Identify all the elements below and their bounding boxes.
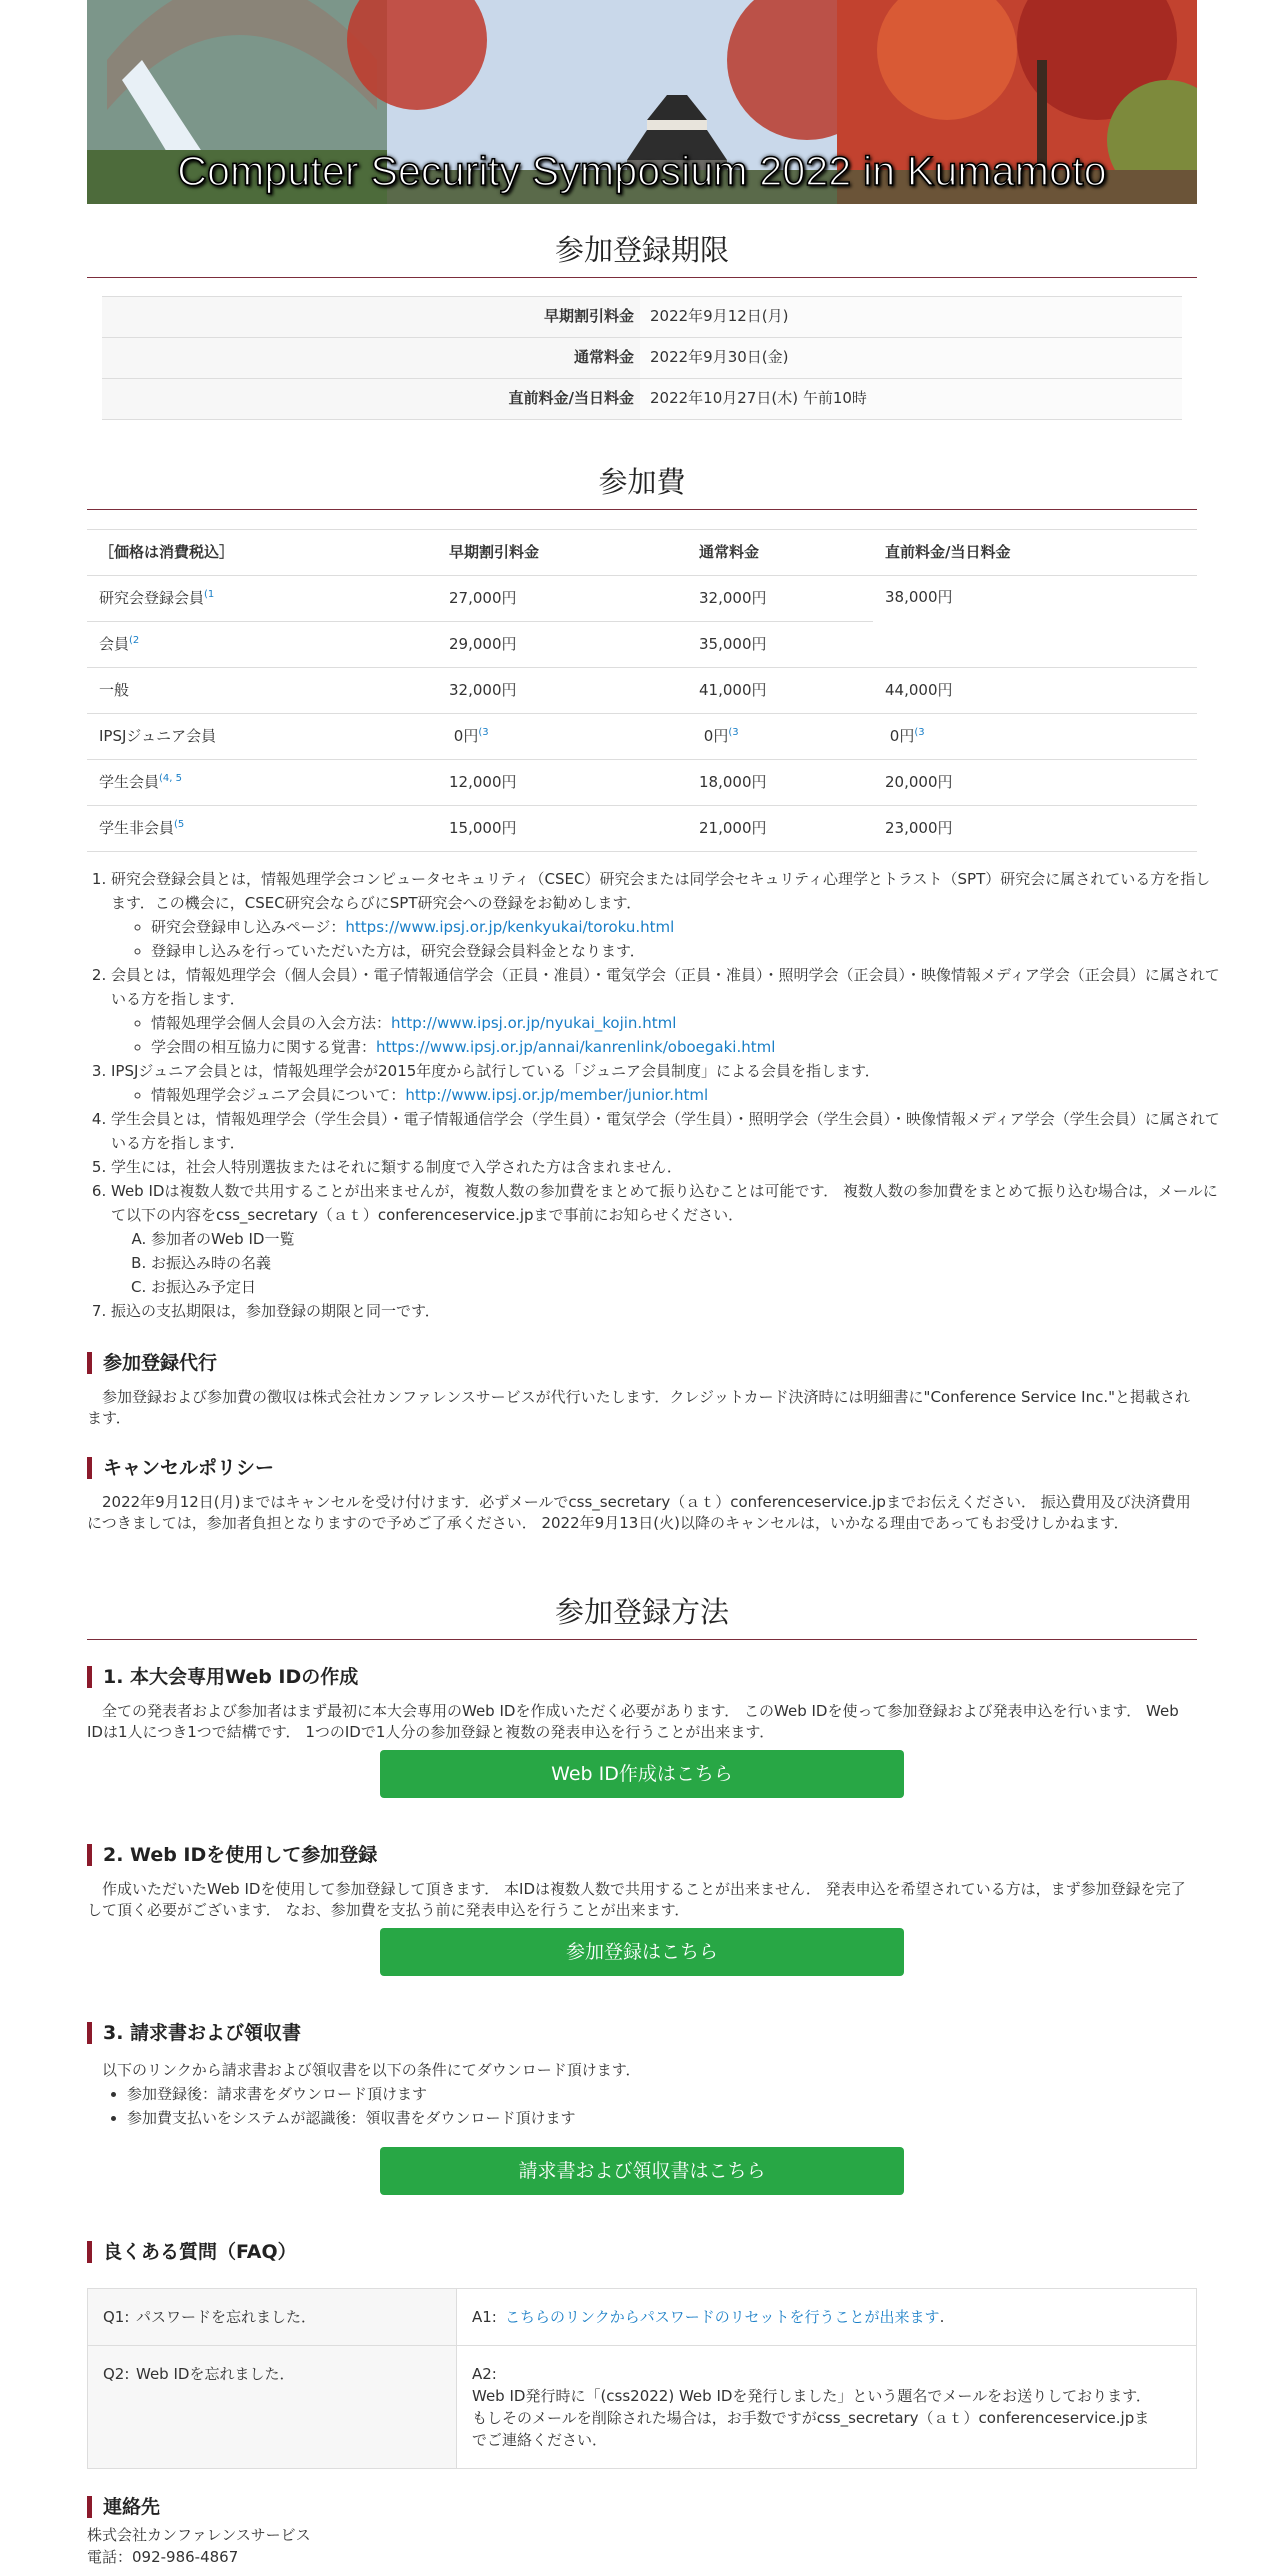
footnote-link[interactable]: (3 [728,726,739,738]
deadline-label: 早期割引料金 [102,297,640,338]
table-header-row [87,530,1197,576]
cancel-text: 2022年9月12日(月)まではキャンセルを受け付けます．必ずメールでcss_secretary（ａｔ）conferenceservice.jpまでお伝えください． 振込費用及び決済費用につきましては，参加者負担となりますので予めご了承ください． 2022年9月13日(火)以降のキャンセルは，いかなる理由であってもお受けしかねます． [87,1493,1191,1532]
note-item [111,1059,1221,1107]
note-item [111,1179,1221,1299]
fee-cell: 38,000円 [873,576,1197,668]
note-subitem: C. お振込み予定日 [151,1275,1221,1299]
invoice-receipt-button[interactable]: 請求書および領収書はこちら [380,2147,904,2195]
page [87,0,1220,2566]
step2-heading: 2. Web IDを使用して参加登録 [87,1844,1203,1866]
footnote-link[interactable]: (3 [914,726,925,738]
step2-text: 作成いただいたWeb IDを使用して参加登録して頂きます． 本IDは複数人数で共用することが出来ません． 発表申込を希望されている方は，まず参加登録を完了して頂く必要がございます． なお、参加費を支払う前に発表申込を行うことが出来ます． [87,1880,1186,1919]
faq-table [87,2288,1197,2469]
deadline-value: 2022年9月30日(金) [640,338,1182,379]
answer-label: A2: [472,2365,497,2383]
fee-cell: 15,000円 [437,806,687,852]
column-header: 直前料金/当日料金 [873,530,1197,576]
oboegaki-link[interactable]: https://www.ipsj.or.jp/annai/kanrenlink/oboegaki.html [376,1038,776,1056]
note-item [111,867,1221,963]
note-subitem: B. お振込み時の名義 [151,1251,1221,1275]
table-row [102,338,1182,379]
question-text: パスワードを忘れました． [136,2308,317,2326]
fee-cell: 18,000円 [687,760,873,806]
faq-question [88,2346,457,2469]
fee-category: 一般 [87,668,437,714]
kenkyukai-toroku-link[interactable]: https://www.ipsj.or.jp/kenkyukai/toroku.html [345,918,675,936]
fee-category [87,806,437,852]
fee-cell: 27,000円 [437,576,687,622]
note-text: 研究会登録申し込みページ： [151,918,346,936]
note-text: 研究会登録会員とは，情報処理学会コンピュータセキュリティ（CSEC）研究会または同学会セキュリティ心理学とトラスト（SPT）研究会に属されている方を指します．この機会に，CSEC研究会ならびにSPT研究会への登録をお勧めします． [111,870,1211,912]
fee-cell: 41,000円 [687,668,873,714]
fee-category: IPSJジュニア会員 [87,714,437,760]
nyukai-kojin-link[interactable]: http://www.ipsj.or.jp/nyukai_kojin.html [391,1014,677,1032]
column-header: 早期割引料金 [437,530,687,576]
note-subitem: ◦ 登録申し込みを行っていただいた方は，研究会登録会員料金となります． [151,939,1221,963]
fee-category [87,576,437,622]
footnote-link[interactable]: (5 [174,818,185,830]
note-subitem [151,1083,1221,1107]
fee-cell: 32,000円 [437,668,687,714]
fee-value: 0円 [889,726,915,745]
table-row [87,806,1197,852]
note-item [111,963,1221,1059]
note-text: Web IDは複数人数で共用することが出来ませんが，複数人数の参加費をまとめて振り込むことは可能です． 複数人数の参加費をまとめて振り込む場合は，メールにて以下の内容をcss_secretary（ａｔ）conferenceservice.jpまで事前にお知らせください． [111,1182,1218,1224]
deadline-value: 2022年9月12日(月) [640,297,1182,338]
faq-heading: 良くある質問（FAQ） [87,2241,1203,2263]
fees-heading: 参加費 [87,460,1197,510]
note-text: 情報処理学会個人会員の入会方法： [151,1014,392,1032]
fee-value: 0円 [453,726,479,745]
fee-cell [437,714,687,760]
table-row [88,2346,1197,2469]
deadline-label: 通常料金 [102,338,640,379]
answer-label: A1: [472,2308,497,2326]
note-text: IPSJジュニア会員とは，情報処理学会が2015年度から試行している「ジュニア会員制度」による会員を指します． [111,1062,880,1080]
footnote-link[interactable]: (2 [129,634,140,646]
create-web-id-button[interactable]: Web ID作成はこちら [380,1750,904,1798]
question-label: Q1: [103,2308,130,2326]
fee-cell: 44,000円 [873,668,1197,714]
fee-category [87,760,437,806]
note-text: 情報処理学会ジュニア会員について： [151,1086,406,1104]
step1-heading: 1. 本大会専用Web IDの作成 [87,1666,1203,1688]
step1-text: 全ての発表者および参加者はまず最初に本大会専用のWeb IDを作成いただく必要があります． このWeb IDを使って参加登録および発表申込を行います． Web IDは1人につき1つで結構です． 1つのIDで1人分の参加登録と複数の発表申込を行うことが出来ます． [87,1702,1179,1741]
faq-answer [457,2289,1197,2346]
column-header: ［価格は消費税込］ [87,530,437,576]
step3-text: 以下のリンクから請求書および領収書を以下の条件にてダウンロード頂けます． [102,2061,641,2079]
contact-info [87,2524,311,2568]
list-item: • 参加費支払いをシステムが認識後：領収書をダウンロード頂けます [127,2106,576,2130]
note-item: 7. 振込の支払期限は，参加登録の期限と同一です． [111,1299,1221,1323]
fee-cell: 32,000円 [687,576,873,622]
note-subitem [151,1011,1221,1035]
answer-text: Web ID発行時に「(css2022) Web IDを発行しました」という題名でメールをお送りしております． もしそのメールを削除された場合は，お手数ですがcss_secretary（ａｔ）conferenceservice.jpまでご連絡ください． [472,2387,1151,2449]
table-row [87,760,1197,806]
footnote-link[interactable]: (3 [478,726,489,738]
fee-cell [873,714,1197,760]
cancel-heading: キャンセルポリシー [87,1457,1203,1479]
category-label: 学生会員 [99,772,160,791]
note-item: 4. 学生会員とは，情報処理学会（学生会員）・電子情報通信学会（学生員）・電気学会（学生員）・照明学会（学生会員）・映像情報メディア学会（学生会員）に属されている方を指します． [111,1107,1221,1155]
fee-cell: 35,000円 [687,622,873,668]
table-row [87,668,1197,714]
category-label: 研究会登録会員 [99,588,205,607]
fee-notes [87,867,1221,1323]
table-row [87,576,1197,622]
fee-cell: 23,000円 [873,806,1197,852]
header-banner [87,0,1197,204]
footnote-link[interactable]: (1 [204,588,215,600]
table-row [87,714,1197,760]
deadline-label: 直前料金/当日料金 [102,379,640,420]
fee-cell: 20,000円 [873,760,1197,806]
agency-heading: 参加登録代行 [87,1352,1203,1374]
table-row [88,2289,1197,2346]
fee-table [87,529,1197,852]
fee-cell: 21,000円 [687,806,873,852]
note-subitem [151,915,1221,939]
invoice-conditions [102,2082,576,2130]
deadline-table [102,296,1182,420]
contact-phone: 電話：092-986-4867 [87,2548,239,2566]
faq-question [88,2289,457,2346]
table-row [102,379,1182,420]
fee-category [87,622,437,668]
fee-cell [687,714,873,760]
junior-member-link[interactable]: http://www.ipsj.or.jp/member/junior.html [405,1086,709,1104]
register-button[interactable]: 参加登録はこちら [380,1928,904,1976]
step3-heading: 3. 請求書および領収書 [87,2022,1203,2044]
contact-company: 株式会社カンファレンスサービス [87,2526,311,2544]
category-label: 会員 [99,634,130,653]
method-heading: 参加登録方法 [87,1590,1197,1640]
note-subitem [151,1035,1221,1059]
agency-text: 参加登録および参加費の徴収は株式会社カンファレンスサービスが代行いたします．クレジットカード決済時には明細書に"Conference Service Inc."と掲載されます． [87,1388,1190,1427]
list-item: • 参加登録後：請求書をダウンロード頂けます [127,2082,576,2106]
note-text: 会員とは，情報処理学会（個人会員）・電子情報通信学会（正員・准員）・電気学会（正員・准員）・照明学会（正会員）・映像情報メディア学会（正会員）に属されている方を指します． [111,966,1220,1008]
category-label: 学生非会員 [99,818,175,837]
faq-answer [457,2346,1197,2469]
note-text: 学会間の相互協力に関する覚書： [151,1038,377,1056]
note-item: 5. 学生には，社会人特別選抜またはそれに類する制度で入学された方は含まれません． [111,1155,1221,1179]
answer-text: . [939,2308,945,2326]
fee-cell: 12,000円 [437,760,687,806]
column-header: 通常料金 [687,530,873,576]
banner-title: Computer Security Symposium 2022 in Kumamoto [177,148,1107,194]
footnote-link[interactable]: (4, 5 [159,772,182,784]
question-text: Web IDを忘れました． [136,2365,295,2383]
table-row [102,297,1182,338]
deadline-value: 2022年10月27日(木) 午前10時 [640,379,1182,420]
fee-value: 0円 [703,726,729,745]
contact-heading: 連絡先 [87,2496,1203,2518]
question-label: Q2: [103,2365,130,2383]
password-reset-link[interactable]: こちらのリンクからパスワードのリセットを行うことが出来ます [505,2308,940,2326]
fee-cell: 29,000円 [437,622,687,668]
note-subitem: A. 参加者のWeb ID一覧 [151,1227,1221,1251]
deadline-heading: 参加登録期限 [87,228,1197,278]
